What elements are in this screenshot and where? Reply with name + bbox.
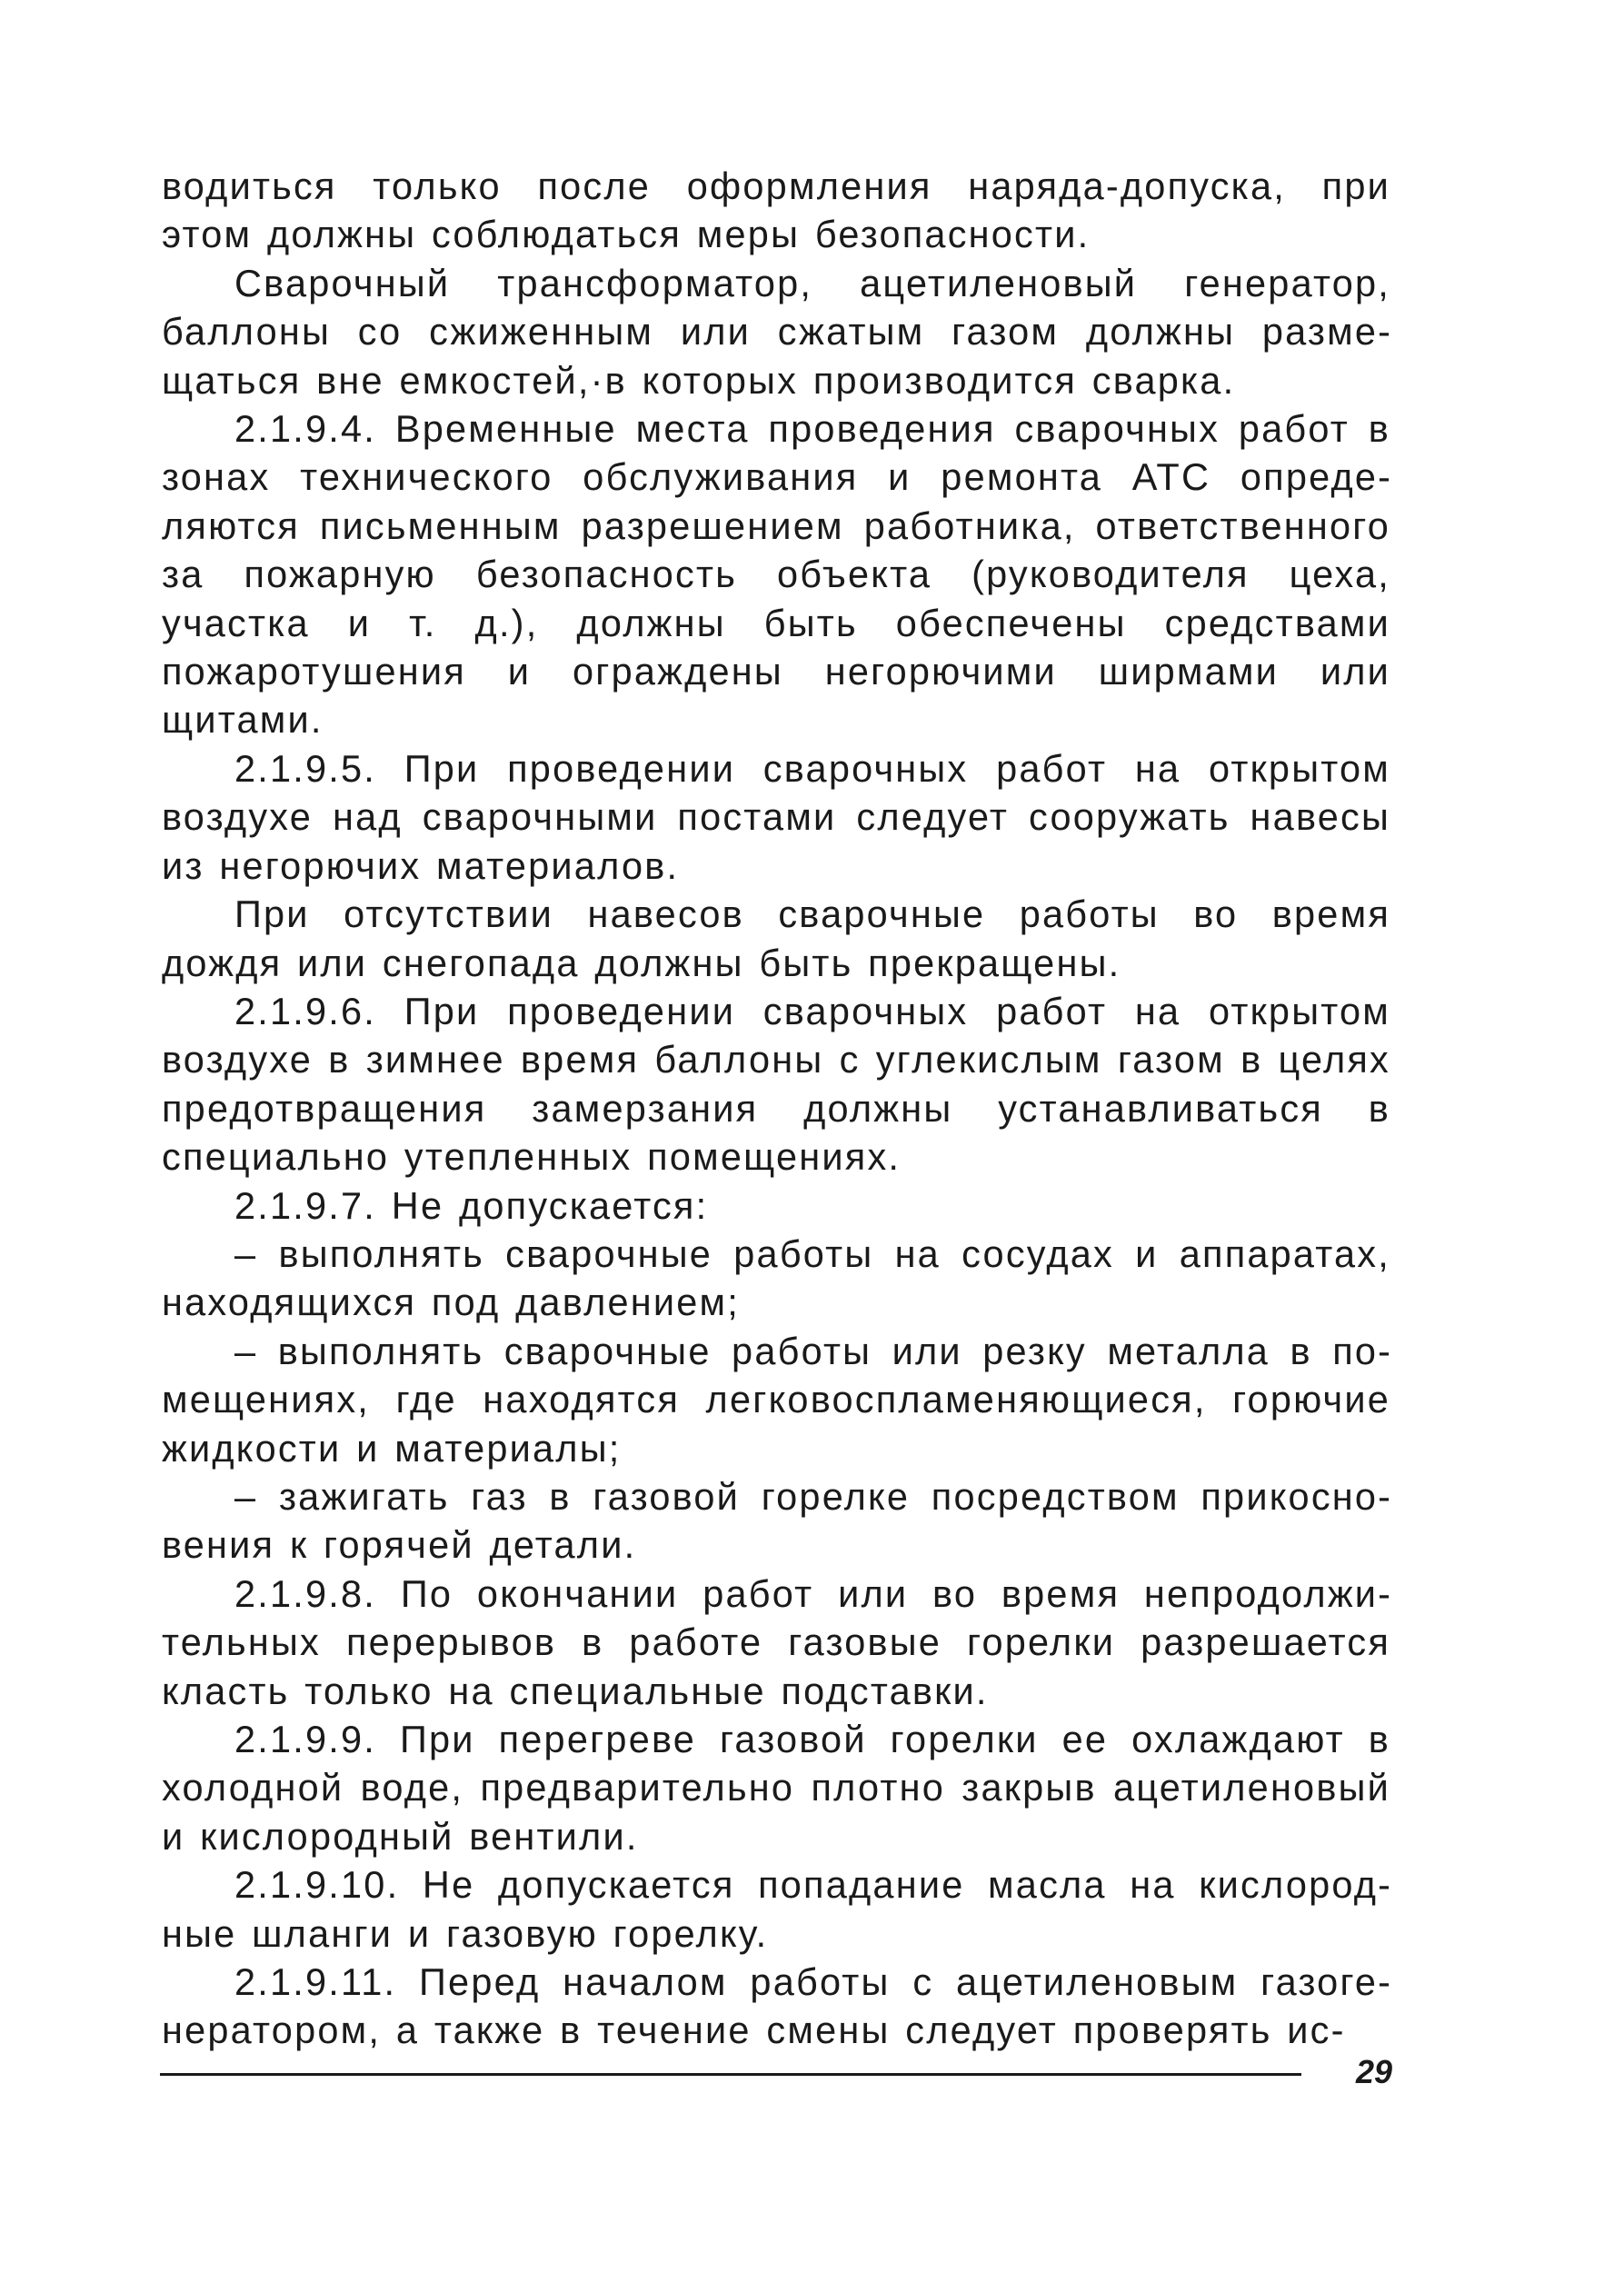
- paragraph-2-1-9-11: 2.1.9.11. Перед началом работы с ацетиленовым газогенератором, а также в течение смены следует проверять ис-: [162, 1960, 1390, 2052]
- paragraph-2-1-9-6: 2.1.9.6. При проведении сварочных работ на открытом воздухе в зимнее время баллоны с углекислым газом в целях предотвращения замерзания должны устанавливаться в специально утепленных помещениях.: [162, 989, 1390, 1179]
- paragraph-2-1-9-4: 2.1.9.4. Временные места проведения сварочных работ в зонах технического обслуживания и ремонта АТС определяются письменным разрешением работника, ответственного за пожарную безопасность объекта (руководителя цеха, участка и т. д.), должны быть обеспечены средствами пожаротушения и ограждены негорючими ширмами или щитами.: [162, 407, 1390, 742]
- body-text: [162, 162, 1390, 2055]
- list-item-pressure-vessels: – выполнять сварочные работы на сосудах и аппаратах, находящихся под давлением;: [162, 1231, 1390, 1324]
- footer-divider: [160, 2073, 1301, 2076]
- paragraph-2-1-9-8: 2.1.9.8. По окончании работ или во время непродолжительных перерывов в работе газовые горелки разрешается класть только на специальные подставки.: [162, 1571, 1390, 1712]
- page-number: 29: [1355, 2053, 1392, 2090]
- paragraph-continuation: водиться только после оформления наряда-допуска, при этом должны соблюдаться меры безопасности.: [162, 164, 1390, 256]
- paragraph-2-1-9-7: 2.1.9.7. Не допускается:: [234, 1183, 709, 1227]
- paragraph-2-1-9-10: 2.1.9.10. Не допускается попадание масла на кислородные шланги и газовую горелку.: [162, 1863, 1390, 1955]
- list-item-ignition-by-contact: – зажигать газ в газовой горелке посредством прикосновения к горячей детали.: [162, 1474, 1390, 1567]
- list-item-flammable-rooms: – выполнять сварочные работы или резку металла в помещениях, где находятся легковоспламеняющиеся, горючие жидкости и материалы;: [162, 1329, 1390, 1470]
- paragraph-2-1-9-9: 2.1.9.9. При перегреве газовой горелки ее охлаждают в холодной воде, предварительно плотно закрыв ацетиленовый и кислородный вентили.: [162, 1718, 1390, 1858]
- paragraph-welding-equipment-placement: Сварочный трансформатор, ацетиленовый генератор, баллоны со сжиженным или сжатым газом должны размещаться вне емкостей,·в которых производится сварка.: [162, 261, 1390, 402]
- paragraph-2-1-9-5: 2.1.9.5. При проведении сварочных работ на открытом воздухе над сварочными постами следует сооружать навесы из негорючих материалов.: [162, 746, 1390, 887]
- paragraph-no-canopy: При отсутствии навесов сварочные работы во время дождя или снегопада должны быть прекращены.: [162, 892, 1390, 984]
